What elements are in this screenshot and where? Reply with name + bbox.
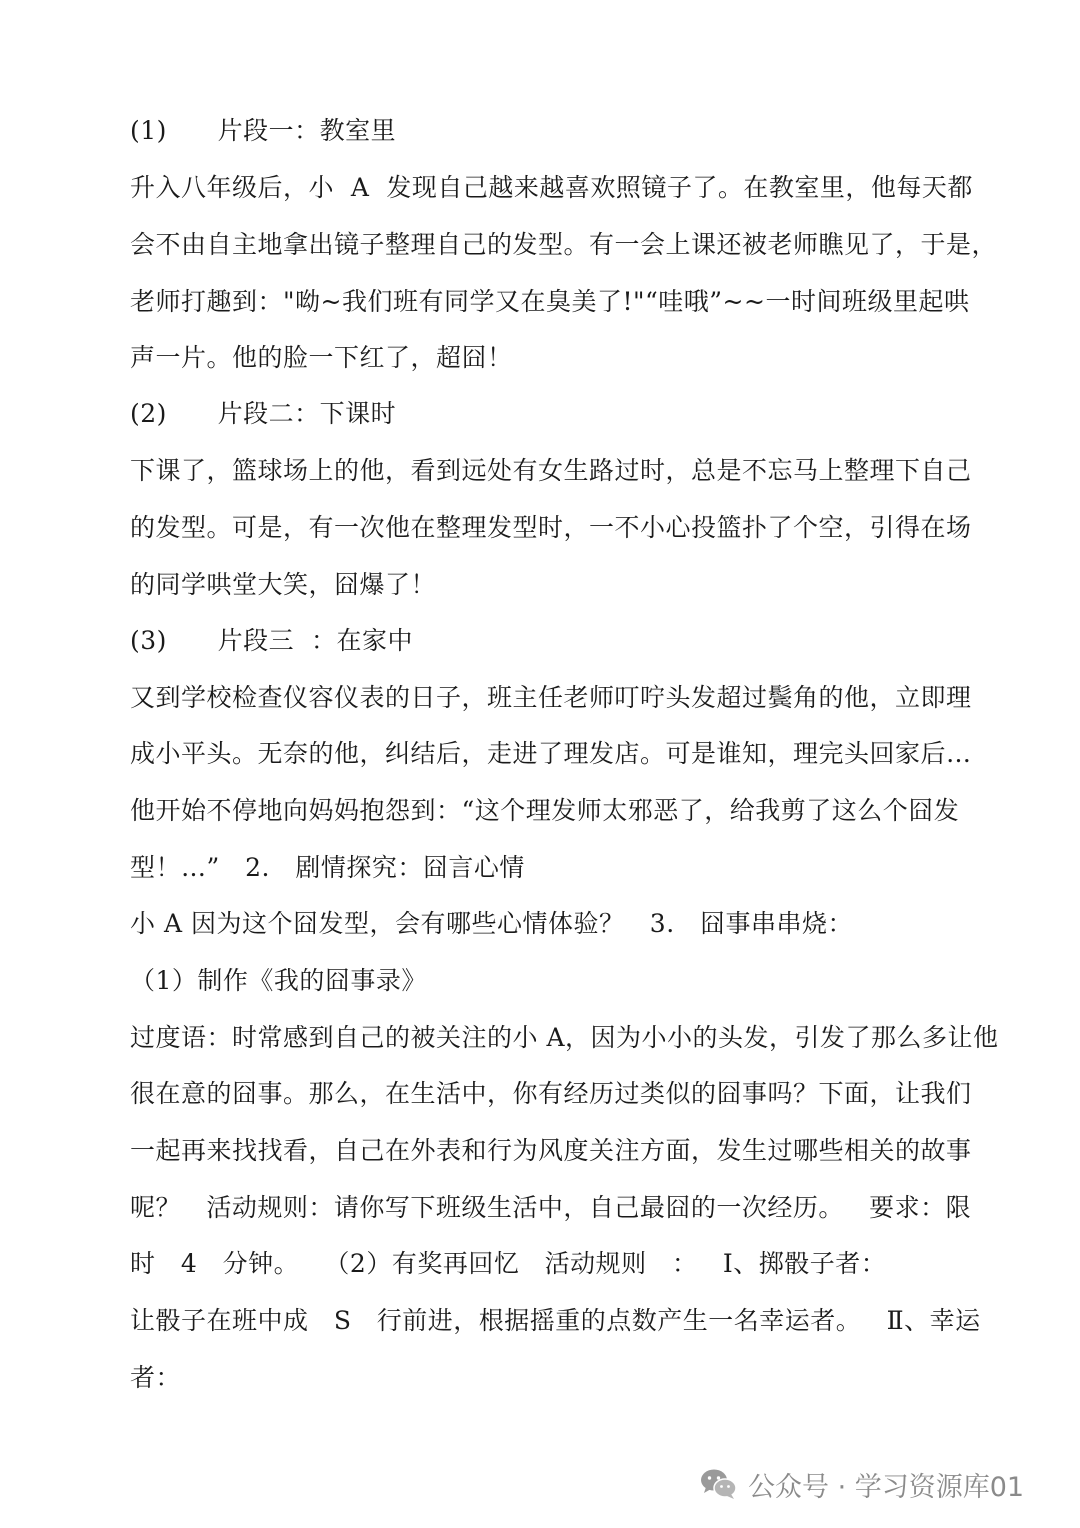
paragraph-line: 时 4 分钟。 （2）有奖再回忆 活动规则 ： Ⅰ、掷骰子者：	[130, 1249, 887, 1278]
wechat-icon	[700, 1468, 738, 1500]
paragraph-line: 下课了，篮球场上的他，看到远处有女生路过时，总是不忘马上整理下自己	[130, 456, 972, 485]
paragraph-line: 过度语：时常感到自己的被关注的小 A，因为小小的头发，引发了那么多让他	[130, 1023, 999, 1052]
section-heading-2: (2) 片段二：下课时	[130, 399, 397, 428]
paragraph-line: 又到学校检查仪容仪表的日子，班主任老师叮咛头发超过鬓角的他，立即理	[130, 683, 972, 712]
paragraph-line: 的发型。可是，有一次他在整理发型时，一不小心投篮扑了个空，引得在场	[130, 513, 972, 542]
watermark	[700, 1462, 1024, 1506]
watermark-text: 公众号 · 学习资源库01	[748, 1471, 1025, 1503]
paragraph-line: 会不由自主地拿出镜子整理自己的发型。有一会上课还被老师瞧见了，于是，	[130, 230, 998, 259]
paragraph-line: 小 A 因为这个囧发型，会有哪些心情体验？ 3. 囧事串串烧：	[130, 909, 853, 938]
paragraph-line: 让骰子在班中成 S 行前进，根据摇重的点数产生一名幸运者。 Ⅱ、幸运	[130, 1306, 981, 1335]
section-heading-1: (1) 片段一：教室里	[130, 116, 397, 145]
paragraph-line: 他开始不停地向妈妈抱怨到：“这个理发师太邪恶了，给我剪了这么个囧发	[130, 796, 960, 825]
paragraph-line: 老师打趣到："呦~我们班有同学又在臭美了!"“哇哦”~~一时间班级里起哄	[130, 287, 970, 316]
paragraph-line: 者：	[130, 1363, 182, 1392]
paragraph-line: 呢？ 活动规则：请你写下班级生活中，自己最囧的一次经历。 要求：限	[130, 1193, 972, 1222]
paragraph-line: 很在意的囧事。那么，在生活中，你有经历过类似的囧事吗？下面，让我们	[130, 1079, 972, 1108]
paragraph-line: 升入八年级后，小 A 发现自己越来越喜欢照镜子了。在教室里，他每天都	[130, 173, 973, 202]
activity-heading-1: （1）制作《我的囧事录》	[130, 966, 427, 995]
paragraph-line: 一起再来找找看，自己在外表和行为风度关注方面，发生过哪些相关的故事	[130, 1136, 972, 1165]
section-heading-3: (3) 片段三 ：在家中	[130, 626, 413, 655]
paragraph-line: 成小平头。无奈的他，纠结后，走进了理发店。可是谁知，理完头回家后…	[130, 739, 972, 768]
paragraph-line: 型！…” 2. 剧情探究：囧言心情	[130, 853, 525, 882]
paragraph-line: 声一片。他的脸一下红了，超囧！	[130, 343, 513, 372]
paragraph-line: 的同学哄堂大笑，囧爆了！	[130, 570, 437, 599]
